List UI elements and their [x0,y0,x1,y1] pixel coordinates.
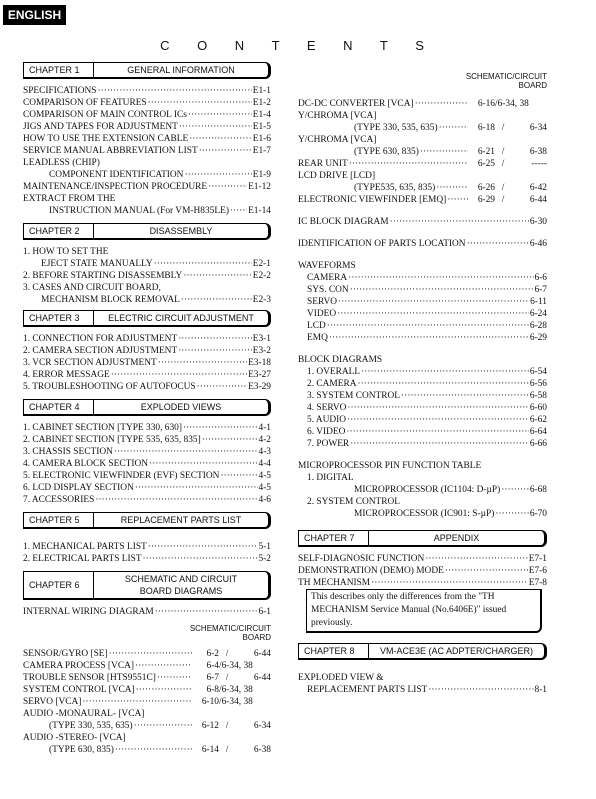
column-header: SCHEMATIC/CIRCUIT [189,624,271,633]
toc-entry[interactable]: INTERNAL WIRING DIAGRAM ····· 6-1 [23,606,271,618]
toc-entry[interactable]: VIDEO ····· 6-24 [298,308,547,320]
chapter-1-list [23,85,271,157]
toc-entry[interactable]: 2. CAMERA SECTION ADJUSTMENT ····· E3-2 [23,345,271,357]
toc-entry[interactable]: REPLACEMENT PARTS LIST ····· 8-1 [298,684,547,696]
toc-entry[interactable]: CAMERA PROCESS [VCA] ····· 6-4/6-34, 38 [23,660,271,672]
chapter-name: DISASSEMBLY [149,226,213,236]
toc-entry[interactable]: EJECT STATE MANUALLY ····· E2-1 [23,258,271,270]
chapter-number: CHAPTER 6 [24,572,94,598]
chapter-3-header [23,310,271,327]
toc-entry: 1. DIGITAL [307,473,354,483]
chapter-name: ELECTRIC CIRCUIT ADJUSTMENT [108,313,254,323]
toc-entry[interactable]: SYSTEM CONTROL [VCA] ····· 6-8/6-34, 38 [23,684,271,696]
toc-entry[interactable]: 2. BEFORE STARTING DISASSEMBLY ····· E2-2 [23,270,271,282]
chapter-name: REPLACEMENT PARTS LIST [120,515,242,525]
toc-entry[interactable]: 7. ACCESSORIES ····· 4-6 [23,494,271,506]
toc-entry[interactable]: SPECIFICATIONS ····· E1-1 [23,85,271,97]
toc-entry: 1. HOW TO SET THE [23,247,109,257]
toc-entry[interactable]: 4. ERROR MESSAGE ····· E3-27 [23,369,271,381]
toc-entry[interactable]: LCD ····· 6-28 [298,320,547,332]
chapter-number: CHAPTER 8 [299,644,369,658]
toc-entry[interactable]: SENSOR/GYRO [SE] ····· 6-2 / 6-44 [23,648,271,660]
toc-entry[interactable]: IC BLOCK DIAGRAM ····· 6-30 [298,216,547,228]
toc-entry: 2. SYSTEM CONTROL [307,497,400,507]
toc-entry[interactable]: DEMONSTRATION (DEMO) MODE ····· E7-6 [298,565,547,577]
toc-entry[interactable]: 7. POWER ····· 6-66 [298,438,547,450]
toc-entry: EXPLODED VIEW & [298,673,384,683]
chapter-number: CHAPTER 7 [299,531,369,545]
toc-entry[interactable]: 2. CAMERA ····· 6-56 [298,378,547,390]
section-heading: WAVEFORMS [298,261,356,271]
chapter-6-list [23,648,271,708]
toc-entry[interactable]: JIGS AND TAPES FOR ADJUSTMENT ····· E1-5 [23,121,271,133]
column-header: BOARD [242,633,271,642]
toc-entry: LEADLESS (CHIP) [23,158,100,168]
column-header: SCHEMATIC/CIRCUIT [465,72,547,81]
toc-entry[interactable]: 3. SYSTEM CONTROL ····· 6-58 [298,390,547,402]
toc-entry[interactable]: 5. AUDIO ····· 6-62 [298,414,547,426]
toc-entry: LCD DRIVE [LCD] [298,171,376,181]
toc-entry[interactable]: IDENTIFICATION OF PARTS LOCATION ····· 6-46 [298,238,547,250]
toc-entry[interactable]: 6. VIDEO ····· 6-64 [298,426,547,438]
toc-entry[interactable]: (TYPE535, 635, 835) ····· 6-26 / 6-42 [298,182,547,194]
toc-entry: AUDIO -STEREO- [VCA] [23,733,126,743]
chapter-name: GENERAL INFORMATION [127,65,235,75]
chapter-8-header [298,643,547,660]
toc-entry[interactable]: (TYPE 630, 835) ····· 6-21 / 6-38 [298,146,547,158]
toc-entry[interactable]: SERVO [VCA] ····· 6-10/6-34, 38 [23,696,271,708]
th-mechanism-note: This describes only the differences from the "TH MECHANISM Service Manual (No.6406E)" issued previously. [306,589,542,633]
toc-entry: 3. CASES AND CIRCUIT BOARD, [23,283,161,293]
toc-entry[interactable]: 6. LCD DISPLAY SECTION ····· 4-5 [23,482,271,494]
chapter-4-list [23,422,271,506]
chapter-number: CHAPTER 5 [24,513,94,527]
toc-entry[interactable]: 3. VCR SECTION ADJUSTMENT ····· E3-18 [23,357,271,369]
toc-entry: EXTRACT FROM THE [23,194,116,204]
toc-entry[interactable]: (TYPE 630, 835) ····· 6-14 / 6-38 [23,744,271,756]
toc-entry[interactable]: (TYPE 330, 535, 635) ····· 6-18 / 6-34 [298,122,547,134]
toc-entry[interactable]: SELF-DIAGNOSIC FUNCTION ····· E7-1 [298,553,547,565]
toc-entry[interactable]: 3. CHASSIS SECTION ····· 4-3 [23,446,271,458]
chapter-name: EXPLODED VIEWS [140,402,222,412]
toc-entry[interactable]: 4. SERVO ····· 6-60 [298,402,547,414]
right-column [298,72,547,696]
chapter-name: SCHEMATIC AND CIRCUIT BOARD DIAGRAMS [124,574,238,596]
toc-entry[interactable]: CAMERA ····· 6-6 [298,272,547,284]
toc-entry[interactable]: 2. ELECTRICAL PARTS LIST ····· 5-2 [23,553,271,565]
chapter-number: CHAPTER 4 [24,400,94,414]
toc-entry[interactable]: ELECTRONIC VIEWFINDER [EMQ] ····· 6-29 / 6-44 [298,194,547,206]
toc-entry[interactable]: HOW TO USE THE EXTENSION CABLE ····· E1-6 [23,133,271,145]
chapter-name: VM-ACE3E (AC ADPTER/CHARGER) [379,646,534,656]
toc-entry[interactable]: 1. CABINET SECTION [TYPE 330, 630] ····· 4-1 [23,422,271,434]
section-heading: MICROPROCESSOR PIN FUNCTION TABLE [298,461,482,471]
chapter-name: APPENDIX [433,533,480,543]
chapter-7-header [298,530,547,547]
chapter-7-list [298,553,547,589]
left-column [23,62,271,756]
toc-entry[interactable]: (TYPE 330, 535, 635) ····· 6-12 / 6-34 [23,720,271,732]
chapter-6-header [23,571,271,600]
toc-entry[interactable]: MAINTENANCE/INSPECTION PROCEDURE ····· E1-12 [23,181,271,193]
chapter-4-header [23,399,271,416]
toc-entry[interactable]: MICROPROCESSOR (IC1104: D-µP) ····· 6-68 [298,484,547,496]
toc-entry[interactable]: SERVICE MANUAL ABBREVIATION LIST ····· E1-7 [23,145,271,157]
chapter-number: CHAPTER 1 [24,63,94,77]
toc-entry[interactable]: 5. TROUBLESHOOTING OF AUTOFOCUS ····· E3-29 [23,381,271,393]
toc-entry[interactable]: COMPONENT IDENTIFICATION ····· E1-9 [23,169,271,181]
toc-entry[interactable]: MECHANISM BLOCK REMOVAL ····· E2-3 [23,294,271,306]
toc-entry[interactable]: MICROPROCESSOR (IC901: S-µP) ····· 6-70 [298,508,547,520]
toc-entry[interactable]: 2. CABINET SECTION [TYPE 535, 635, 835] ····· 4-2 [23,434,271,446]
chapter-2-header [23,223,271,240]
toc-entry: Y/CHROMA [VCA] [298,111,377,121]
waveforms-list [298,272,547,344]
toc-entry[interactable]: EMQ ····· 6-29 [298,332,547,344]
block-diagrams-list [298,366,547,450]
chapter-5-header [23,512,271,529]
toc-entry: AUDIO -MONAURAL- [VCA] [23,709,145,719]
toc-entry[interactable]: COMPARISON OF MAIN CONTROL ICs ····· E1-4 [23,109,271,121]
toc-entry[interactable]: COMPARISON OF FEATURES ····· E1-2 [23,97,271,109]
chapter-number: CHAPTER 2 [24,224,94,238]
toc-entry[interactable]: SERVO ····· 6-11 [298,296,547,308]
toc-entry[interactable]: REAR UNIT ····· 6-25 / ----- [298,158,547,170]
toc-entry: Y/CHROMA [VCA] [298,135,377,145]
section-heading: BLOCK DIAGRAMS [298,355,383,365]
toc-entry[interactable]: DC-DC CONVERTER [VCA] ····· 6-16/6-34, 38 [298,98,547,110]
language-badge: ENGLISH [3,5,66,25]
chapter-number: CHAPTER 3 [24,311,94,325]
toc-entry[interactable]: TH MECHANISM ····· E7-8 [298,577,547,589]
toc-entry[interactable]: 1. CONNECTION FOR ADJUSTMENT ····· E3-1 [23,333,271,345]
chapter-5-list [23,541,271,565]
toc-entry[interactable]: 1. OVERALL ····· 6-54 [298,366,547,378]
page-title: C O N T E N T S [160,38,436,53]
toc-entry[interactable]: TROUBLE SENSOR [HTS9551C] ····· 6-7 / 6-44 [23,672,271,684]
toc-entry[interactable]: INSTRUCTION MANUAL (For VM-H835LE) ····· E1-14 [23,205,271,217]
toc-entry[interactable]: 4. CAMERA BLOCK SECTION ····· 4-4 [23,458,271,470]
chapter-3-list [23,333,271,393]
chapter-1-header [23,62,271,79]
toc-entry[interactable]: 5. ELECTRONIC VIEWFINDER (EVF) SECTION ····· 4-5 [23,470,271,482]
toc-entry[interactable]: 1. MECHANICAL PARTS LIST ····· 5-1 [23,541,271,553]
column-header: BOARD [518,81,547,90]
toc-entry[interactable]: SYS. CON ····· 6-7 [298,284,547,296]
